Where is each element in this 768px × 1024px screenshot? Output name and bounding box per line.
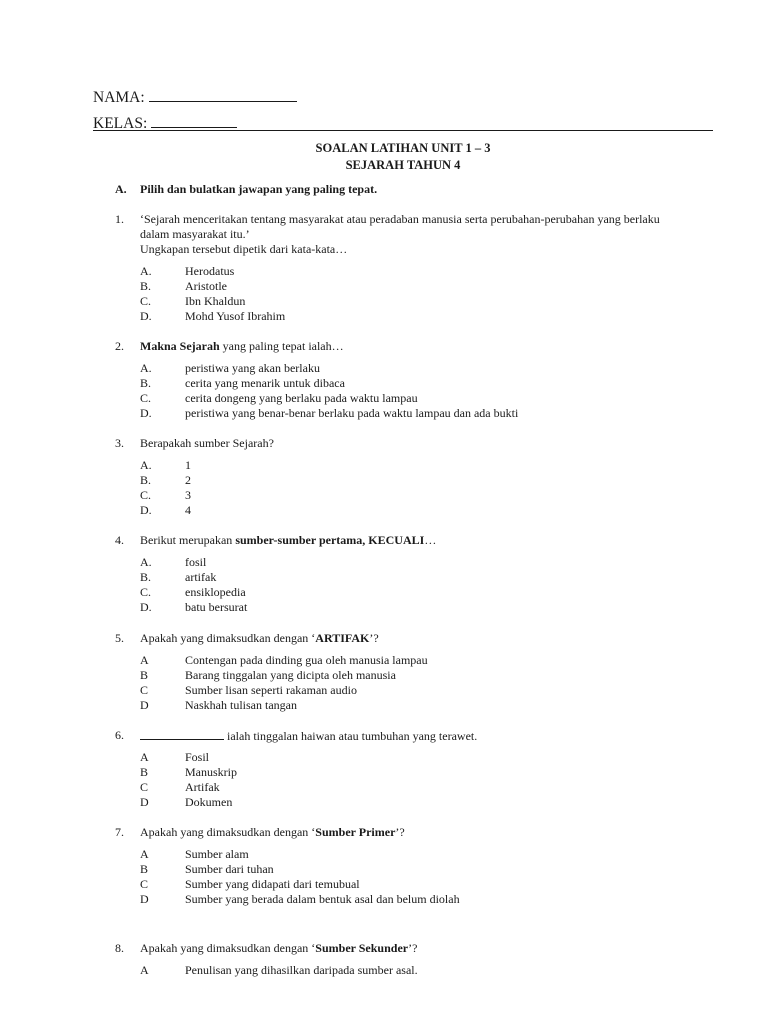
question-text [140, 941, 715, 956]
question-text [140, 631, 715, 646]
section-letter: A. [115, 182, 127, 196]
option-letter[interactable]: D. [140, 406, 152, 420]
option-letter[interactable]: C [140, 683, 149, 697]
option-text[interactable]: Penulisan yang dihasilkan daripada sumber asal. [185, 963, 418, 977]
answer-blank[interactable] [140, 728, 224, 740]
question-text [140, 339, 715, 354]
option-text[interactable]: Ibn Khaldun [185, 294, 246, 308]
option-text[interactable]: Naskhah tulisan tangan [185, 698, 297, 712]
option-text[interactable]: Contengan pada dinding gua oleh manusia lampau [185, 653, 428, 667]
question-text-post: ’? [408, 941, 418, 955]
question-text-rest: ialah tinggalan haiwan atau tumbuhan yang terawet. [227, 729, 478, 743]
question-number: 7. [115, 825, 124, 839]
question-number: 8. [115, 941, 124, 955]
document-title: SOALAN LATIHAN UNIT 1 – 3 [315, 141, 491, 155]
option-text[interactable]: Sumber alam [185, 847, 249, 861]
class-label: KELAS: [93, 115, 148, 132]
option-text[interactable]: peristiwa yang akan berlaku [185, 361, 320, 375]
question-keyword: Sumber Sekunder [315, 941, 409, 955]
question-number: 3. [115, 436, 124, 450]
option-text[interactable]: Manuskrip [185, 765, 237, 779]
option-letter[interactable]: C [140, 877, 149, 891]
question-number: 1. [115, 212, 124, 226]
option-letter[interactable]: B [140, 668, 149, 682]
document-subtitle: SEJARAH TAHUN 4 [345, 158, 461, 172]
option-letter[interactable]: A. [140, 361, 152, 375]
option-letter[interactable]: A. [140, 555, 152, 569]
option-text[interactable]: Sumber lisan seperti rakaman audio [185, 683, 357, 697]
option-letter[interactable]: A. [140, 264, 152, 278]
option-text[interactable]: Barang tinggalan yang dicipta oleh manusia [185, 668, 396, 682]
option-letter[interactable]: D [140, 795, 149, 809]
class-blank[interactable] [151, 113, 237, 128]
question-text-pre: Apakah yang dimaksudkan dengan ‘ [140, 825, 316, 839]
option-letter[interactable]: D. [140, 600, 152, 614]
option-letter[interactable]: C. [140, 391, 152, 405]
option-text[interactable]: Sumber yang berada dalam bentuk asal dan belum diolah [185, 892, 460, 906]
option-letter[interactable]: C. [140, 294, 152, 308]
question-number: 4. [115, 533, 124, 547]
option-letter[interactable]: B. [140, 473, 152, 487]
option-letter[interactable]: A [140, 963, 149, 977]
question-keyword: Makna Sejarah [140, 339, 220, 353]
question-text [140, 728, 715, 744]
option-text[interactable]: cerita dongeng yang berlaku pada waktu lampau [185, 391, 418, 405]
option-letter[interactable]: B. [140, 570, 152, 584]
option-letter[interactable]: A. [140, 458, 152, 472]
name-label: NAMA: [93, 89, 145, 106]
question-text-line: ‘Sejarah menceritakan tentang masyarakat atau peradaban manusia serta perubahan-perubahan yang berlaku [140, 212, 660, 226]
option-text[interactable]: Sumber dari tuhan [185, 862, 274, 876]
question-number: 2. [115, 339, 124, 353]
option-text[interactable]: Fosil [185, 750, 210, 764]
option-text[interactable]: fosil [185, 555, 207, 569]
question-text-pre: Berikut merupakan [140, 533, 236, 547]
name-field [93, 87, 297, 107]
option-letter[interactable]: C [140, 780, 149, 794]
question-keyword: ARTIFAK [315, 631, 370, 645]
option-text[interactable]: batu bersurat [185, 600, 248, 614]
name-blank[interactable] [149, 87, 297, 102]
option-letter[interactable]: B [140, 765, 149, 779]
question-text-post: … [424, 533, 437, 547]
option-letter[interactable]: D. [140, 503, 152, 517]
option-letter[interactable]: D. [140, 309, 152, 323]
question-text-post: ’? [369, 631, 379, 645]
question-text-line: Ungkapan tersebut dipetik dari kata-kata… [140, 242, 348, 256]
question-text-line: dalam masyarakat itu.’ [140, 227, 250, 241]
option-text[interactable]: Artifak [185, 780, 220, 794]
option-text[interactable]: Herodatus [185, 264, 235, 278]
option-text[interactable]: ensiklopedia [185, 585, 246, 599]
question-text-rest: yang paling tepat ialah… [219, 339, 344, 353]
section-instruction: Pilih dan bulatkan jawapan yang paling tepat. [140, 182, 378, 196]
question-keyword: Sumber Primer [315, 825, 396, 839]
question-number: 6. [115, 728, 124, 742]
option-text[interactable]: 4 [185, 503, 191, 517]
option-letter[interactable]: D [140, 892, 149, 906]
option-letter[interactable]: C. [140, 488, 152, 502]
option-letter[interactable]: A [140, 653, 149, 667]
question-text [140, 533, 715, 548]
question-text-pre: Apakah yang dimaksudkan dengan ‘ [140, 941, 316, 955]
option-text[interactable]: 2 [185, 473, 191, 487]
option-text[interactable]: 3 [185, 488, 191, 502]
option-text[interactable]: Sumber yang didapati dari temubual [185, 877, 360, 891]
option-text[interactable]: cerita yang menarik untuk dibaca [185, 376, 345, 390]
option-text[interactable]: Aristotle [185, 279, 227, 293]
option-text[interactable]: Dokumen [185, 795, 233, 809]
option-letter[interactable]: A [140, 847, 149, 861]
option-letter[interactable]: C. [140, 585, 152, 599]
option-text[interactable]: 1 [185, 458, 191, 472]
option-letter[interactable]: D [140, 698, 149, 712]
option-text[interactable]: Mohd Yusof Ibrahim [185, 309, 286, 323]
option-letter[interactable]: B. [140, 279, 152, 293]
header-divider [93, 130, 713, 131]
question-number: 5. [115, 631, 124, 645]
option-text[interactable]: artifak [185, 570, 217, 584]
question-text-pre: Apakah yang dimaksudkan dengan ‘ [140, 631, 316, 645]
option-letter[interactable]: B. [140, 376, 152, 390]
question-text [140, 825, 715, 840]
option-text[interactable]: peristiwa yang benar-benar berlaku pada waktu lampau dan ada bukti [185, 406, 519, 420]
question-keyword: sumber-sumber pertama, KECUALI [235, 533, 425, 547]
question-text-post: ’? [395, 825, 405, 839]
option-letter[interactable]: A [140, 750, 149, 764]
option-letter[interactable]: B [140, 862, 149, 876]
question-text: Berapakah sumber Sejarah? [140, 436, 274, 450]
